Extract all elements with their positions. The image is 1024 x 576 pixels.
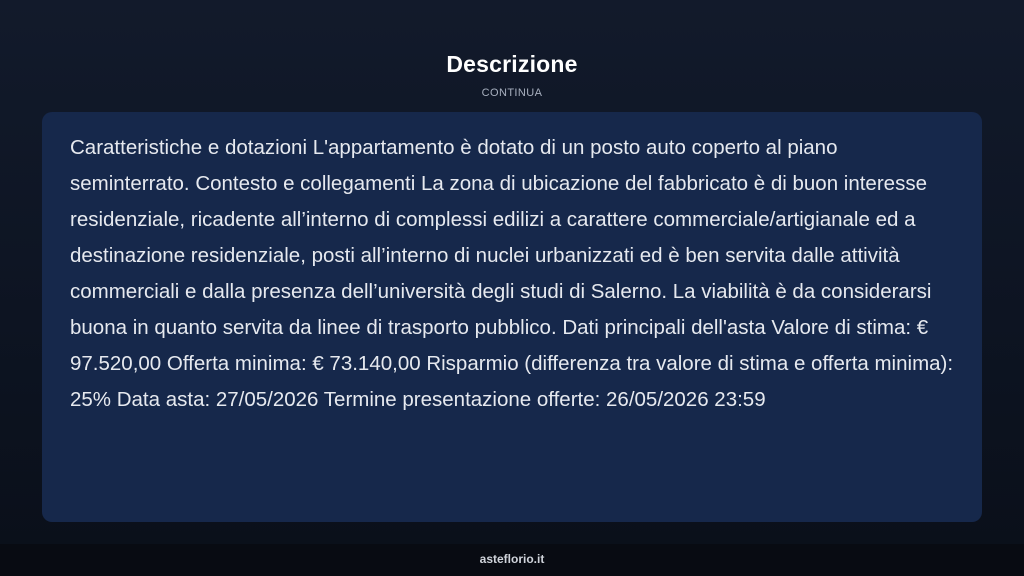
footer-bar bbox=[0, 544, 1024, 576]
continue-label[interactable]: CONTINUA bbox=[481, 87, 543, 99]
description-text: Caratteristiche e dotazioni L'appartamento è dotato di un posto auto coperto al piano seminterrato. Contesto e collegamenti La zona di ubicazione del fabbricato è di buon interesse residenziale, ricadente all’interno di complessi edilizi a carattere commerciale/artigianale ed a destinazione residenziale, posti all’interno di nuclei urbanizzati ed è ben servita dalle attività commerciali e dalla presenza dell’università degli studi di Salerno. La viabilità è da considerarsi buona in quanto servita da linee di trasporto pubblico. Dati principali dell'asta Valore di stima: € 97.520,00 Offerta minima: € 73.140,00 Risparmio (differenza tra valore di stima e offerta minima): 25% Data asta: 27/05/2026 Termine presentazione offerte: 26/05/2026 23:59 bbox=[70, 136, 954, 411]
page-title: Descrizione bbox=[446, 51, 578, 77]
page-header bbox=[0, 48, 1024, 100]
description-card bbox=[42, 112, 982, 522]
footer-site-label: asteflorio.it bbox=[479, 552, 545, 566]
